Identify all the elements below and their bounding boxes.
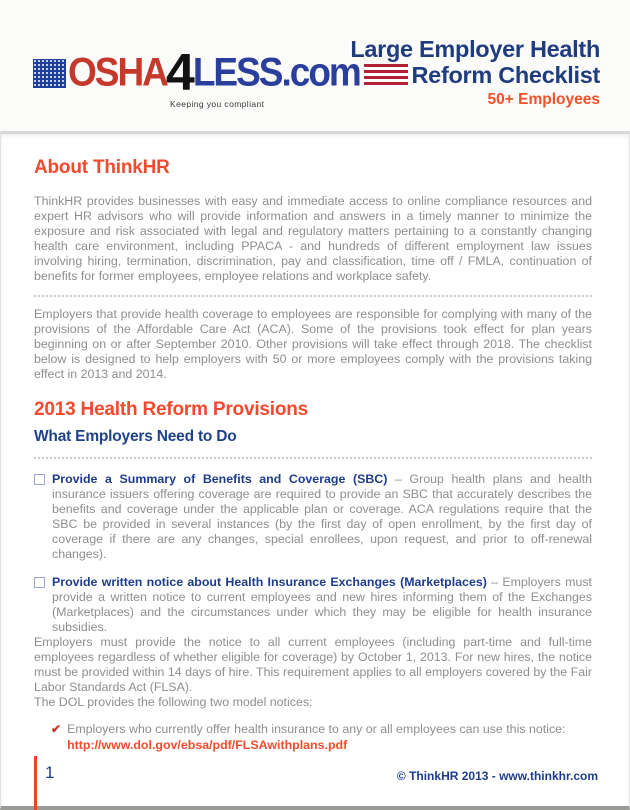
model-notice-text bbox=[67, 722, 592, 753]
logo-text-osha: OSHA bbox=[68, 49, 167, 95]
page-number: 1 bbox=[45, 763, 55, 782]
provisions-heading: 2013 Health Reform Provisions bbox=[34, 399, 309, 420]
document-title bbox=[350, 36, 600, 109]
checklist-item-sbc bbox=[34, 472, 592, 562]
checkbox[interactable] bbox=[34, 474, 45, 485]
footer-accent-line bbox=[34, 756, 37, 810]
logo-tagline: Keeping you compliant bbox=[170, 99, 265, 109]
title-line-2: Reform Checklist bbox=[411, 62, 600, 88]
checklist-item-description: – Employers must provide a written notice to current employees and new hires informing them of the Exchanges (Marketplaces) and the circumstances under which they may be eligible for health insurance subsidies. bbox=[52, 575, 592, 634]
document-page bbox=[0, 131, 630, 810]
checklist-item-text bbox=[52, 575, 592, 635]
dol-model-notices-intro: The DOL provides the following two model notices: bbox=[34, 695, 313, 709]
provisions-subheading: What Employers Need to Do bbox=[34, 428, 237, 445]
logo-text-four: 4 bbox=[165, 44, 193, 102]
flag-stars-icon bbox=[33, 59, 66, 88]
checklist-item-title: Provide written notice about Health Insurance Exchanges (Marketplaces) bbox=[52, 575, 487, 589]
page-header bbox=[0, 0, 630, 131]
checkmark-icon: ✔ bbox=[51, 722, 62, 736]
dotted-divider bbox=[34, 457, 592, 459]
employee-count-subtitle: 50+ Employees bbox=[487, 91, 600, 108]
checkbox[interactable] bbox=[34, 577, 45, 588]
checklist-item-description: – Group health plans and health insurance issuers offering coverage are required to provide an SBC that accurately describes the benefits and coverage under the applicable plan or coverage. ACA regulations require that the SBC be provided in several instances (by the first day of open enrollment, by the first day of coverage if there are any changes, special enrollees, upon request, and prior to off-renewal changes). bbox=[52, 472, 592, 561]
model-notice-description: Employers who currently offer health insurance to any or all employees can use this notice: bbox=[67, 722, 566, 736]
footer-copyright: © ThinkHR 2013 - www.thinkhr.com bbox=[396, 769, 598, 783]
notice-followup-paragraph: Employers must provide the notice to all current employees (including part-time and full-time employees regardless of whether eligible for coverage) by October 1, 2013. For new hires, the notice must be provided within 14 days of hire. This requirement applies to all employers covered by the Fair Labor Standards Act (FLSA). bbox=[34, 635, 592, 694]
page-content bbox=[1, 134, 629, 753]
about-heading: About ThinkHR bbox=[34, 157, 170, 178]
model-notice-bullet bbox=[51, 722, 592, 753]
checklist-item-text bbox=[52, 472, 592, 562]
dotted-divider bbox=[34, 295, 592, 297]
checklist-item-exchange-notice bbox=[34, 575, 592, 635]
about-paragraph-1: ThinkHR provides businesses with easy and immediate access to online compliance resources and expert HR advisors who will provide information and answers in a timely manner to minimize the exposure and risk associated with legal and regulatory matters pertaining to a constantly changing health care environment, including PPACA - and hundreds of different employment law issues involving hiring, termination, discrimination, pay and classification, time off / FMLA, continuation of benefits for former employees, employee relations and workplace safety. bbox=[34, 194, 592, 283]
logo-text-less: LESS.com bbox=[192, 49, 360, 95]
title-line-1: Large Employer Health bbox=[350, 36, 600, 62]
page-footer bbox=[1, 756, 629, 806]
flsa-with-plans-link[interactable]: http://www.dol.gov/ebsa/pdf/FLSAwithplans.pdf bbox=[67, 738, 348, 752]
about-paragraph-2: Employers that provide health coverage to employees are responsible for complying with many of the provisions of the Affordable Care Act (ACA). Some of the provisions took effect for plan years beginning on or after September 2010. Other provisions will take effect through 2018. The checklist below is designed to help employers with 50 or more employees comply with the provisions taking effect in 2013 and 2014. bbox=[34, 307, 592, 381]
checklist-item-title: Provide a Summary of Benefits and Coverage (SBC) bbox=[52, 472, 388, 486]
